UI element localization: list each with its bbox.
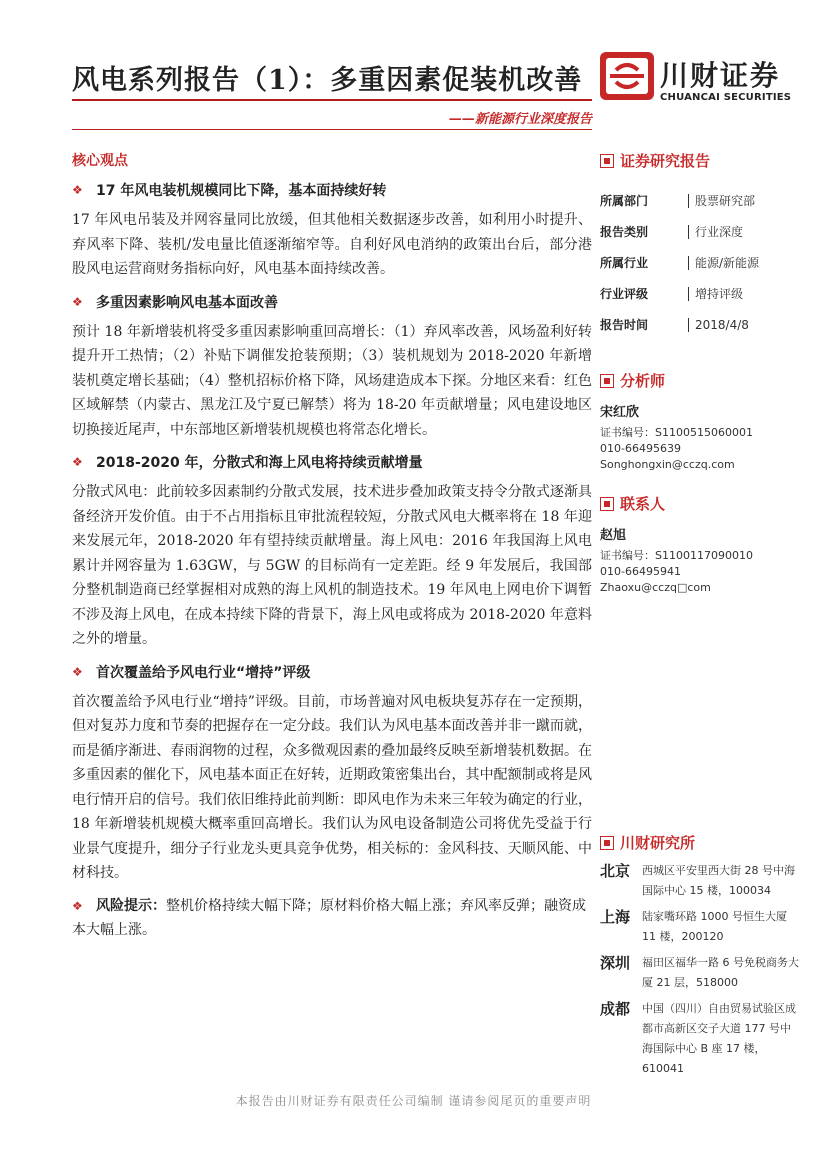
logo-name-cn: 川财证券	[660, 59, 781, 92]
contact-heading	[600, 493, 800, 514]
diamond-bullet-icon: ❖	[72, 183, 83, 197]
bullet-heading	[72, 662, 592, 682]
contact-heading-text: 联系人	[620, 495, 666, 513]
footer-disclaimer: 本报告由川财证券有限责任公司编制 谨请参阅尾页的重要声明	[235, 1094, 592, 1108]
office-location: 北京 西城区平安里西大街 28 号中海国际中心 15 楼，100034	[600, 862, 795, 897]
bullet-paragraph: 分散式风电：此前较多因素制约分散式发展，技术进步叠加政策支持令分散式逐渐具备经济开发价值。由于不占用指标且审批流程较短，分散式风电大概率将在 18 年迎来发展元年，2018-2020 年有望持续贡献增量。海上风电：2016 年我国海上风电累计并网容量为 1.63GW，与 5GW 的目标尚有一定差距。经 9 年发展后，我国部分整机制造商已经掌握相对成熟的海上风机的制造技术。19 年风电上网电价下调暂不涉及海上风电，在成本持续下降的背景下，海上风电或将成为 2018-2020 年意料之外的增量。	[72, 484, 592, 647]
info-row: 报告类别 行业深度	[600, 224, 744, 239]
report-info-heading	[600, 150, 800, 171]
header-rule	[72, 99, 592, 101]
bullet-paragraph: 预计 18 年新增装机将受多重因素影响重回高增长：（1）弃风率改善，风场盈利好转提升开工热情；（2）补贴下调催发抢装预期；（3）装机规划为 2018-2020 年新增装机奠定增长基础；（4）整机招标价格下降，风场建造成本下探。分地区来看：红色区域解禁（内蒙古、黑龙江及宁夏已解禁）将为 18-20 年贡献增量；风电建设地区切换接近尾声，中东部地区新增装机规模也将常态化增长。	[72, 323, 592, 438]
bullet-paragraph: 首次覆盖给予风电行业“增持”评级。目前，市场普遍对风电板块复苏存在一定预期，但对复苏力度和节奏的把握存在一定分歧。我们认为风电基本面改善并非一蹴而就，而是循序渐进、春雨润物的过程，众多微观因素的叠加最终反映至新增装机数据。在多重因素的催化下，风电基本面正在好转，近期政策密集出台，其中配额制或将是风电行情开启的信号。我们依旧维持此前判断：即风电作为未来三年较为确定的行业，18 年新增装机规模大概率重回高增长。我们认为风电设备制造公司将优先受益于行业景气度提升，细分子行业龙头更具竞争优势，相关标的：金风科技、天顺风能、中材科技。	[72, 693, 592, 881]
bullet-heading-text: 17 年风电装机规模同比下降，基本面持续好转	[96, 183, 387, 199]
info-row: 行业评级 增持评级	[600, 286, 744, 301]
diamond-bullet-icon: ❖	[72, 294, 83, 309]
contact-name: 赵旭	[600, 528, 627, 543]
chuancai-logo-icon	[600, 52, 654, 100]
risk-label: 风险提示：	[96, 897, 166, 914]
contact-phone: 010-66495941	[600, 565, 681, 578]
bullet-heading-text: 首次覆盖给予风电行业“增持”评级	[96, 664, 311, 681]
logo-name-en: CHUANCAI SECURITIES	[660, 92, 792, 103]
office-locations	[600, 861, 800, 1079]
info-row: 所属部门 股票研究部	[600, 193, 756, 208]
analyst-card	[600, 405, 800, 473]
diamond-bullet-icon: ❖	[72, 664, 83, 679]
analyst-cert: 证书编号：S1100515060001	[600, 426, 753, 439]
analyst-name: 宋红欣	[600, 405, 640, 420]
bullet-heading-text: 2018-2020 年，分散式和海上风电将持续贡献增量	[96, 455, 423, 471]
bullet-heading	[72, 452, 592, 472]
risk-text: 整机价格持续大幅下降；原材料价格大幅上涨；弃风率反弹；融资成本大幅上涨。	[72, 897, 586, 938]
contact-card	[600, 528, 800, 596]
institute-heading	[600, 832, 800, 853]
contact-cert: 证书编号：S1100117090010	[600, 549, 753, 562]
office-location: 上海 陆家嘴环路 1000 号恒生大厦 11 楼，200120	[600, 908, 787, 943]
analyst-heading-text: 分析师	[620, 372, 666, 390]
report-info-table	[600, 185, 800, 340]
info-row: 报告时间 2018/4/8	[600, 317, 749, 332]
report-title: 风电系列报告（1）：多重因素促装机改善	[72, 65, 583, 96]
analyst-phone: 010-66495639	[600, 442, 681, 455]
institute-heading-text: 川财研究所	[620, 834, 696, 852]
company-logo	[600, 52, 800, 108]
sidebar	[600, 150, 800, 1085]
bullet-heading-text: 多重因素影响风电基本面改善	[96, 294, 278, 311]
analyst-heading	[600, 370, 800, 391]
info-row: 所属行业 能源/新能源	[600, 255, 760, 270]
diamond-bullet-icon: ❖	[72, 455, 83, 469]
report-info-heading-text: 证券研究报告	[620, 152, 711, 170]
office-location: 成都 中国（四川）自由贸易试验区成都市高新区交子大道 177 号中海国际中心 B 座 17 楼，610041	[600, 1000, 796, 1075]
risk-warning	[72, 894, 592, 943]
main-content	[72, 150, 592, 943]
analyst-email[interactable]: Songhongxin@cczq.com	[600, 458, 735, 471]
section-square-icon	[600, 154, 614, 168]
header-rule-bottom	[72, 129, 592, 130]
core-views-title: 核心观点	[72, 153, 128, 169]
office-location: 深圳 福田区福华一路 6 号免税商务大厦 21 层，518000	[600, 954, 799, 989]
contact-email[interactable]: Zhaoxu@cczq□com	[600, 581, 711, 594]
section-square-icon	[600, 497, 614, 511]
section-square-icon	[600, 836, 614, 850]
report-subtitle: ——新能源行业深度报告	[448, 112, 592, 127]
bullet-paragraph: 17 年风电吊装及并网容量同比放缓，但其他相关数据逐步改善，如利用小时提升、弃风率下降、装机/发电量比值逐渐缩窄等。自利好风电消纳的政策出台后，部分港股风电运营商财务指标向好，风电基本面持续改善。	[72, 212, 592, 277]
section-square-icon	[600, 374, 614, 388]
bullet-heading	[72, 292, 592, 312]
diamond-bullet-icon: ❖	[72, 898, 83, 913]
bullet-heading	[72, 180, 592, 200]
